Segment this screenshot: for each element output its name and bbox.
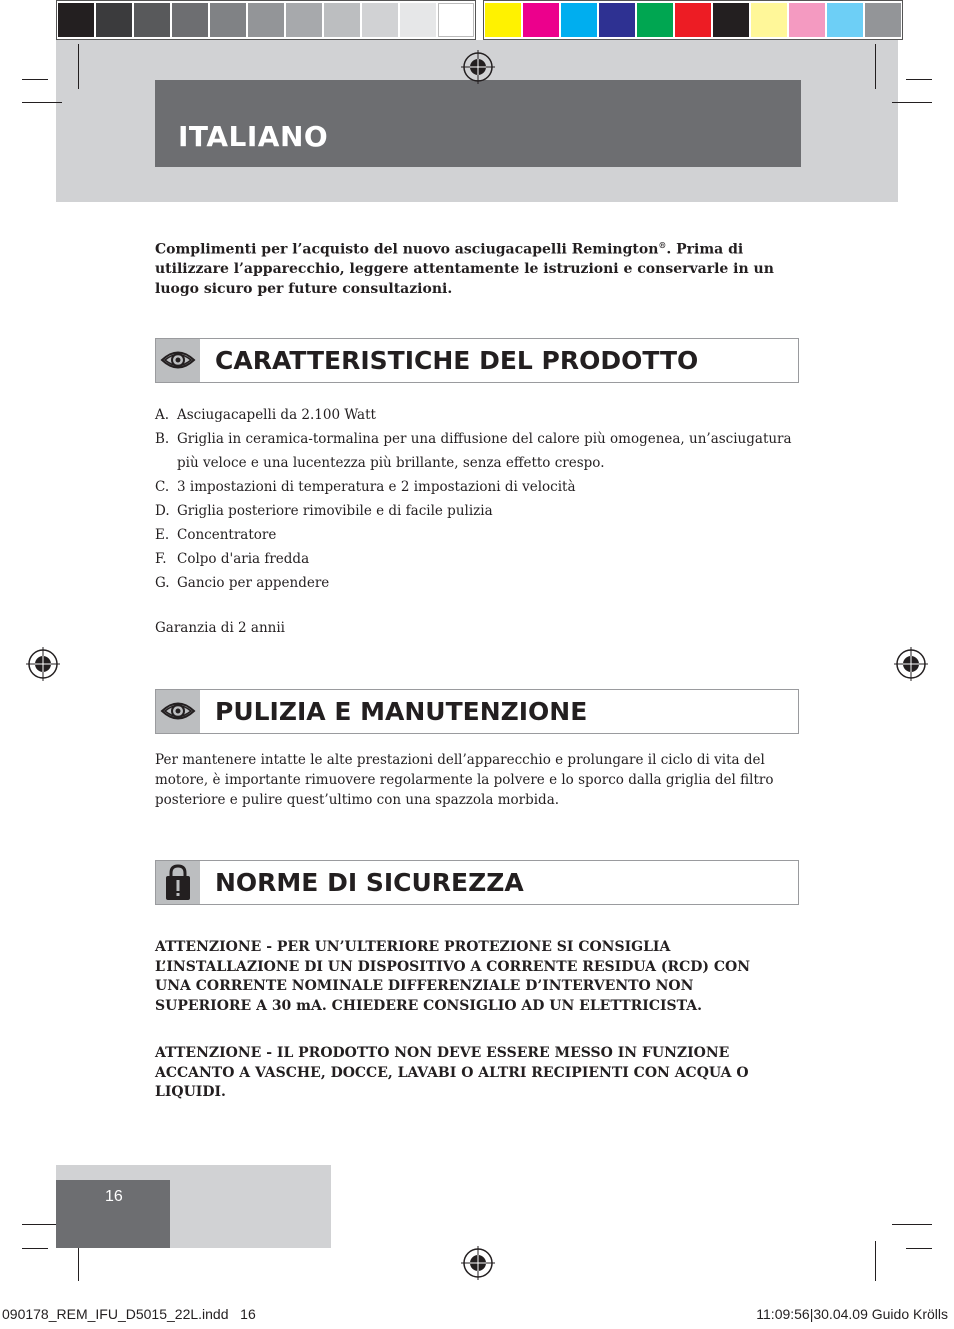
color-swatch	[324, 3, 360, 37]
list-item-letter: E.	[155, 527, 170, 543]
section-title: CARATTERISTICHE DEL PRODOTTO	[215, 346, 699, 375]
page-number: 16	[105, 1188, 123, 1205]
crop-mark	[892, 1224, 932, 1225]
list-item-text: Gancio per appendere	[177, 575, 330, 591]
color-swatch	[751, 3, 787, 37]
crop-mark	[22, 102, 62, 103]
section-icon-box	[156, 690, 200, 733]
print-slug-timestamp: 11:09:56|30.04.09 Guido Krölls	[756, 1306, 948, 1322]
section-header-safety	[155, 860, 799, 905]
crop-mark	[892, 102, 932, 103]
list-item-letter: A.	[155, 407, 170, 423]
process-color-bar	[483, 0, 903, 40]
color-swatch	[96, 3, 132, 37]
crop-mark	[22, 1248, 48, 1249]
section-header-cleaning	[155, 689, 799, 734]
color-swatch	[637, 3, 673, 37]
page-title: ITALIANO	[178, 120, 329, 153]
eye-icon	[156, 690, 200, 733]
crop-mark	[906, 79, 932, 80]
color-swatch	[865, 3, 901, 37]
list-item-text: Colpo d'aria fredda	[177, 551, 310, 567]
list-item-text: Asciugacapelli da 2.100 Watt	[177, 407, 376, 423]
grayscale-color-bar	[56, 0, 476, 40]
list-item	[155, 427, 795, 475]
safety-warning: ATTENZIONE - IL PRODOTTO NON DEVE ESSERE MESSO IN FUNZIONE ACCANTO A VASCHE, DOCCE, LAVABI O ALTRI RECIPIENTI CON ACQUA O LIQUIDI.	[155, 1045, 749, 1100]
color-swatch	[675, 3, 711, 37]
registration-mark-icon	[461, 1246, 495, 1280]
color-swatch	[827, 3, 863, 37]
registration-mark-icon	[461, 50, 495, 84]
section-icon-box	[156, 339, 200, 382]
list-item	[155, 571, 795, 595]
list-item-text: Griglia in ceramica-tormalina per una diffusione del calore più omogenea, un’asciugatura più veloce e una lucentezza più brillante, senza effetto crespo.	[177, 431, 792, 471]
color-swatch	[438, 3, 474, 37]
cleaning-paragraph: Per mantenere intatte le alte prestazioni dell’apparecchio e prolungare il ciclo di vita del motore, è importante rimuovere regolarmente la polvere e lo sporco dalla griglia del filtro posteriore e pulire quest’ultimo con una spazzola morbida.	[155, 752, 774, 808]
color-swatch	[210, 3, 246, 37]
list-item	[155, 523, 795, 547]
crop-mark	[875, 44, 876, 89]
warranty-text: Garanzia di 2 annii	[155, 620, 286, 636]
section-title: NORME DI SICUREZZA	[215, 868, 524, 897]
list-item	[155, 499, 795, 523]
section-title: PULIZIA E MANUTENZIONE	[215, 697, 588, 726]
list-item-letter: F.	[155, 551, 167, 567]
registration-mark-icon	[894, 647, 928, 681]
crop-mark	[22, 79, 48, 80]
warning-lock-icon	[156, 861, 200, 904]
list-item-text: Concentratore	[177, 527, 277, 543]
print-slug-file: 090178_REM_IFU_D5015_22L.indd 16	[2, 1306, 256, 1322]
list-item-letter: G.	[155, 575, 170, 591]
color-swatch	[789, 3, 825, 37]
list-item-letter: C.	[155, 479, 170, 495]
list-item	[155, 547, 795, 571]
color-swatch	[400, 3, 436, 37]
color-swatch	[713, 3, 749, 37]
crop-mark	[78, 44, 79, 89]
section-header-features	[155, 338, 799, 383]
crop-mark	[875, 1241, 876, 1281]
color-swatch	[172, 3, 208, 37]
feature-list	[155, 403, 795, 595]
list-item-letter: D.	[155, 503, 170, 519]
list-item	[155, 475, 795, 499]
color-swatch	[561, 3, 597, 37]
color-swatch	[362, 3, 398, 37]
list-item	[155, 403, 795, 427]
color-swatch	[58, 3, 94, 37]
list-item-letter: B.	[155, 431, 170, 447]
crop-mark	[906, 1248, 932, 1249]
color-swatch	[286, 3, 322, 37]
section-icon-box	[156, 861, 200, 904]
eye-icon	[156, 339, 200, 382]
color-swatch	[248, 3, 284, 37]
safety-warning: ATTENZIONE - PER UN’ULTERIORE PROTEZIONE SI CONSIGLIA L’INSTALLAZIONE DI UN DISPOSITIVO A CORRENTE RESIDUA (RCD) CON UNA CORRENTE NOMINALE DIFFERENZIALE D’INTERVENTO NON SUPERIORE A 30 mA. CHIEDERE CONSIGLIO AD UN ELETTRICISTA.	[155, 939, 751, 1014]
color-swatch	[485, 3, 521, 37]
color-swatch	[599, 3, 635, 37]
list-item-text: Griglia posteriore rimovibile e di facile pulizia	[177, 503, 493, 519]
color-swatch	[134, 3, 170, 37]
intro-paragraph: Complimenti per l’acquisto del nuovo asciugacapelli Remington®. Prima di utilizzare l’apparecchio, leggere attentamente le istruzioni e conservarle in un luogo sicuro per future consultazioni.	[155, 240, 774, 297]
color-swatch	[523, 3, 559, 37]
registration-mark-icon	[26, 647, 60, 681]
list-item-text: 3 impostazioni di temperatura e 2 impostazioni di velocità	[177, 479, 576, 495]
